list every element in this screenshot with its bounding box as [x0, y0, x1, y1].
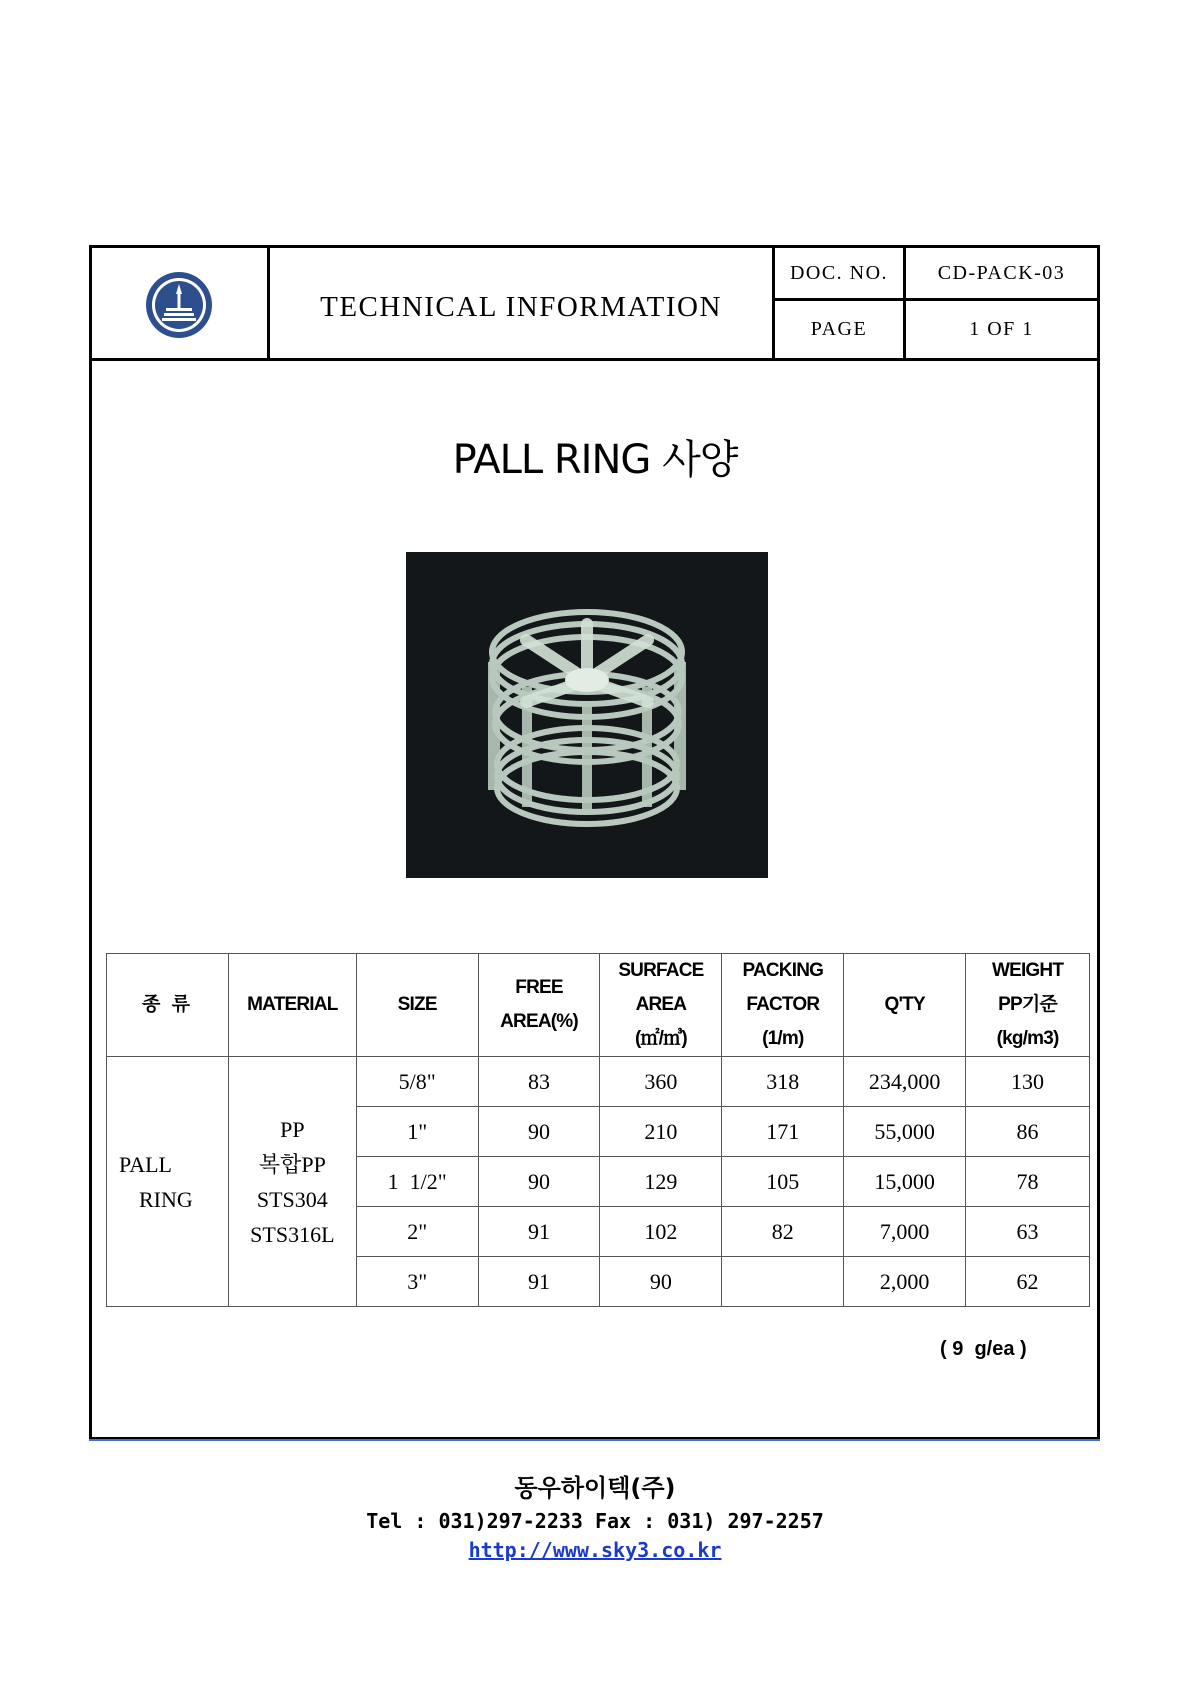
packing-factor-cell	[722, 1257, 844, 1307]
company-logo	[144, 270, 214, 340]
size-cell: 2"	[356, 1207, 478, 1257]
page-label: PAGE	[775, 301, 906, 358]
qty-cell: 2,000	[844, 1257, 966, 1307]
free-area-cell: 91	[478, 1257, 600, 1307]
company-name: 동우하이텍(주)	[514, 1474, 676, 1502]
footer-divider	[89, 1439, 1100, 1441]
header-qty: Q'TY	[844, 954, 966, 1057]
header-weight: WEIGHT PP기준 (kg/m3)	[966, 954, 1090, 1057]
weight-cell: 130	[966, 1057, 1090, 1107]
packing-factor-cell: 318	[722, 1057, 844, 1107]
surface-area-cell: 129	[600, 1157, 722, 1207]
surface-area-cell: 102	[600, 1207, 722, 1257]
table-row	[107, 1057, 1090, 1107]
size-cell: 5/8"	[356, 1057, 478, 1107]
logo-cell	[92, 248, 270, 358]
header-type: 종 류	[107, 954, 229, 1057]
free-area-cell: 90	[478, 1107, 600, 1157]
weight-note: ( 9 g/ea )	[940, 1338, 1027, 1360]
header-free-area: FREE AREA(%)	[478, 954, 600, 1057]
spec-table	[106, 953, 1090, 1307]
surface-area-cell: 90	[600, 1257, 722, 1307]
doc-no-label: DOC. NO.	[775, 248, 906, 301]
weight-cell: 78	[966, 1157, 1090, 1207]
packing-factor-cell: 171	[722, 1107, 844, 1157]
size-cell: 3"	[356, 1257, 478, 1307]
qty-cell: 234,000	[844, 1057, 966, 1107]
material-cell: PP 복합PP STS304 STS316L	[228, 1057, 356, 1307]
packing-factor-cell: 82	[722, 1207, 844, 1257]
weight-cell: 86	[966, 1107, 1090, 1157]
type-cell: PALL RING	[107, 1057, 229, 1307]
website-link[interactable]: http://www.sky3.co.kr	[468, 1538, 722, 1562]
weight-cell: 62	[966, 1257, 1090, 1307]
size-cell: 1"	[356, 1107, 478, 1157]
packing-factor-cell: 105	[722, 1157, 844, 1207]
page-value: 1 OF 1	[969, 318, 1034, 340]
size-cell: 1 1/2"	[356, 1157, 478, 1207]
header-packing-factor: PACKING FACTOR (1/m)	[722, 954, 844, 1057]
surface-area-cell: 360	[600, 1057, 722, 1107]
header-title-cell	[270, 248, 775, 358]
qty-cell: 7,000	[844, 1207, 966, 1257]
doc-no-value: CD-PACK-03	[906, 248, 1097, 301]
header-size: SIZE	[356, 954, 478, 1057]
header-surface-area: SURFACE AREA (㎡/㎥)	[600, 954, 722, 1057]
free-area-cell: 91	[478, 1207, 600, 1257]
contact-info: Tel : 031)297-2233 Fax : 031) 297-2257	[366, 1509, 824, 1533]
header-material: MATERIAL	[228, 954, 356, 1057]
free-area-cell: 90	[478, 1157, 600, 1207]
qty-cell: 55,000	[844, 1107, 966, 1157]
free-area-cell: 83	[478, 1057, 600, 1107]
header-title: TECHNICAL INFORMATION	[320, 290, 722, 323]
website-row	[0, 1538, 1190, 1562]
main-title: PALL RING 사양	[452, 437, 738, 483]
surface-area-cell: 210	[600, 1107, 722, 1157]
weight-cell: 63	[966, 1207, 1090, 1257]
qty-cell: 15,000	[844, 1157, 966, 1207]
document-header	[92, 248, 1097, 361]
table-header-row	[107, 954, 1090, 1057]
pall-ring-photo	[406, 552, 768, 878]
